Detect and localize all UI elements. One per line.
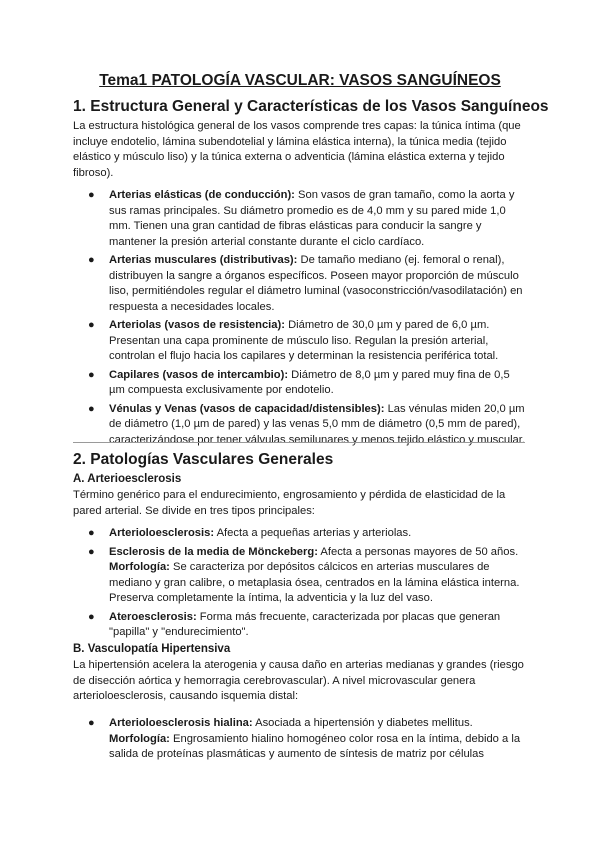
item-text: Asociada a hipertensión y diabetes mellitus. bbox=[252, 717, 473, 729]
subsection-b-intro: La hipertensión acelera la aterogenia y causa daño en arterias medianas y grandes (riesgo de disección aórtica y hemorragia cerebrovascular). A nivel microvascular genera arterioloesclerosis, causando isquemia distal: bbox=[73, 659, 524, 702]
bullet-icon: ● bbox=[88, 189, 95, 201]
list-item bbox=[73, 610, 525, 641]
section-2-heading: 2. Patologías Vasculares Generales bbox=[73, 451, 334, 468]
item-term: Arterioloesclerosis: bbox=[109, 527, 215, 539]
vessel-types-list bbox=[73, 188, 525, 451]
item-extra-text: Se caracteriza por depósitos cálcicos en arterias musculares de mediano y gran calibre, o metaplasia ósea, centrados en la lámina elástica interna. Preserva completamente la íntima, la adventicia y la luz del vaso. bbox=[109, 561, 520, 604]
item-term: Arterias musculares (distributivas): bbox=[109, 254, 298, 266]
list-item bbox=[73, 545, 525, 607]
bullet-icon: ● bbox=[88, 368, 95, 381]
item-term: Arterioloesclerosis hialina: bbox=[109, 717, 253, 729]
list-item bbox=[73, 368, 525, 399]
bullet-icon: ● bbox=[88, 610, 95, 623]
hypertensive-types-list bbox=[73, 716, 525, 766]
document-title: Tema1 PATOLOGÍA VASCULAR: VASOS SANGUÍNEOS bbox=[99, 72, 501, 89]
subsection-b-heading: B. Vasculopatía Hipertensiva bbox=[73, 643, 231, 655]
bullet-icon: ● bbox=[88, 717, 95, 729]
item-text: Forma más frecuente, caracterizada por placas que generan "papilla" y "endurecimiento". bbox=[109, 610, 501, 638]
subsection-a-heading: A. Arterioesclerosis bbox=[73, 473, 182, 485]
item-extra-term: Morfología: bbox=[109, 732, 170, 745]
list-item bbox=[73, 188, 525, 250]
item-text: De tamaño mediano (ej. femoral o renal), distribuyen la sangre a órganos específicos. Poseen mayor proporción de músculo liso, permitiéndoles regular el diámetro luminal (vasoconstricción/vasodilatación) en respuesta a necesidades locales. bbox=[109, 254, 523, 313]
item-text: Afecta a pequeñas arterias y arteriolas. bbox=[214, 527, 412, 539]
subsection-a-intro: Término genérico para el endurecimiento, engrosamiento y pérdida de elasticidad de la pared arterial. Se divide en tres tipos principales: bbox=[73, 489, 506, 517]
bullet-icon: ● bbox=[88, 254, 95, 266]
item-term: Capilares (vasos de intercambio): bbox=[109, 368, 289, 381]
section-1-intro: La estructura histológica general de los vasos comprende tres capas: la túnica íntima (que incluye endotelio, lámina subendotelial y lámina elástica interna), la túnica media (tejido elástico y músculo liso) y la túnica externa o adventicia (lámina elástica externa y tejido fibroso). bbox=[73, 120, 521, 179]
item-extra-term: Morfología: bbox=[109, 561, 170, 573]
item-term: Vénulas y Venas (vasos de capacidad/distensibles): bbox=[109, 402, 385, 415]
list-item bbox=[73, 526, 525, 542]
item-term: Arterias elásticas (de conducción): bbox=[109, 189, 295, 201]
section-divider bbox=[73, 442, 525, 443]
bullet-icon: ● bbox=[88, 402, 95, 415]
item-text: Diámetro de 8,0 µm y pared muy fina de 0,5 µm compuesta exclusivamente por endotelio. bbox=[109, 368, 510, 396]
item-term: Ateroesclerosis: bbox=[109, 610, 197, 623]
bullet-icon: ● bbox=[88, 527, 95, 539]
arteriosclerosis-types-list bbox=[73, 526, 525, 644]
item-text: Las vénulas miden 20,0 µm de diámetro (1,0 µm de pared) y las venas 5,0 mm de diámetro (0,5 mm de pared), caracterizándose por tener válvulas semilunares y menos tejido elástico y muscular. bbox=[109, 402, 525, 446]
section-1-heading: 1. Estructura General y Características de los Vasos Sanguíneos bbox=[73, 98, 549, 115]
item-term: Arteriolas (vasos de resistencia): bbox=[109, 319, 285, 331]
list-item bbox=[73, 318, 525, 365]
list-item bbox=[73, 716, 525, 763]
item-text: Afecta a personas mayores de 50 años. bbox=[317, 545, 519, 558]
item-extra-text: Engrosamiento hialino homogéneo color rosa en la íntima, debido a la salida de proteínas plasmáticas y aumento de síntesis de matriz por células bbox=[109, 732, 521, 760]
bullet-icon: ● bbox=[88, 545, 95, 558]
item-text: Son vasos de gran tamaño, como la aorta y sus ramas principales. Su diámetro promedio es de 4,0 mm y su pared mide 1,0 mm. Tienen una gran cantidad de fibras elásticas para conducir la sangre y mantener la presión arterial constante durante el ciclo cardíaco. bbox=[109, 189, 515, 248]
list-item bbox=[73, 253, 525, 315]
bullet-icon: ● bbox=[88, 319, 95, 331]
item-text: Diámetro de 30,0 µm y pared de 6,0 µm. Presentan una capa prominente de músculo liso. Regulan la presión arterial, controlan el flujo hacia los capilares y determinan la resistencia periférica total. bbox=[109, 319, 499, 362]
item-term: Esclerosis de la media de Mönckeberg: bbox=[109, 545, 318, 558]
